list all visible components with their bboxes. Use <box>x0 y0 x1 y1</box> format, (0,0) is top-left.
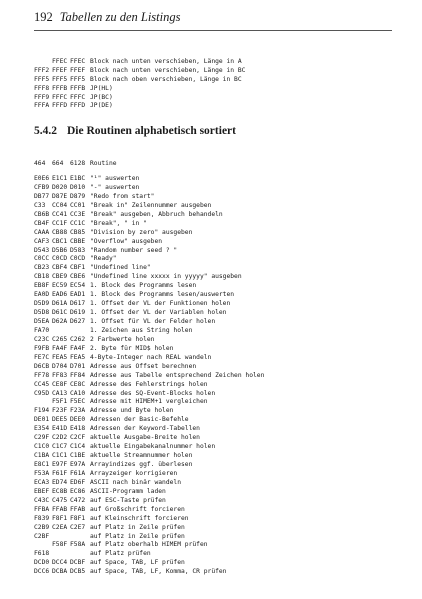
address-664: FF83 <box>52 371 68 379</box>
table-row <box>34 220 264 229</box>
col-464-header: 464 <box>34 160 46 167</box>
address-6128: D701 <box>70 362 86 370</box>
address-464: FFBA <box>34 505 50 513</box>
address-6128: D010 <box>70 183 86 191</box>
address-6128: FFFC <box>70 93 86 101</box>
address-464: FE7C <box>34 353 50 361</box>
table-row <box>34 318 264 327</box>
routine-description: "Overflow" ausgeben <box>90 237 163 245</box>
routine-description: JP(DE) <box>90 102 113 110</box>
table-row <box>34 381 264 390</box>
address-464: F194 <box>34 407 50 415</box>
table-row <box>34 309 264 318</box>
address-464: CAAA <box>34 228 50 236</box>
address-464: CFB9 <box>34 183 50 191</box>
table-row <box>34 175 264 184</box>
address-664: FA4F <box>52 344 68 352</box>
table-row <box>34 541 264 550</box>
table-row <box>34 434 264 443</box>
routine-description: "Undefined line xxxxx in yyyyy" ausgeben <box>90 273 242 281</box>
routine-description: 4-Byte-Integer nach REAL wandeln <box>90 353 212 361</box>
routine-description: "-" auswerten <box>90 183 140 191</box>
address-6128: FA4F <box>70 344 86 352</box>
table-row <box>34 559 264 568</box>
address-464: D5EA <box>34 318 50 325</box>
routine-description: 1. Offset für VL der Felder holen <box>90 318 216 325</box>
address-464: CB4F <box>34 219 50 227</box>
table-row <box>34 425 264 434</box>
table-row <box>34 345 264 354</box>
address-464: C2BF <box>34 532 50 540</box>
address-464: CB18 <box>34 273 50 281</box>
col-664-header: 664 <box>52 160 64 167</box>
top-table-row <box>34 102 245 111</box>
address-6128: D583 <box>70 246 86 254</box>
address-664: CBE9 <box>52 273 68 281</box>
address-6128: D879 <box>70 192 86 200</box>
address-464: D6CB <box>34 362 50 370</box>
table-row <box>34 398 264 407</box>
table-row <box>34 354 264 363</box>
routine-description: Block nach unten verschieben, Länge in BC <box>90 66 246 74</box>
address-6128: F23A <box>70 407 86 415</box>
top-table <box>34 58 245 111</box>
top-table-row <box>34 85 245 94</box>
top-table-row <box>34 58 245 67</box>
address-6128: C0CD <box>70 255 86 263</box>
address-464: F9FB <box>34 344 50 352</box>
address-464: E354 <box>34 425 50 433</box>
section-title: Die Routinen alphabetisch sortiert <box>67 125 236 137</box>
page-title: Tabellen zu den Listings <box>59 10 181 24</box>
routine-description: Adresse aus Tabelle entsprechend Zeichen holen <box>90 371 265 379</box>
address-664: D61A <box>52 300 68 308</box>
address-6128: CBF1 <box>70 264 86 272</box>
routine-description: "¹" auswerten <box>90 175 140 182</box>
address-464: D543 <box>34 246 50 254</box>
routine-description: "Undefined line" <box>90 264 151 272</box>
table-row <box>34 515 264 524</box>
address-464: C43C <box>34 496 50 504</box>
routine-description: Adresse und Byte holen <box>90 407 174 415</box>
address-464: FF78 <box>34 371 50 379</box>
address-664: FFEF <box>52 66 68 74</box>
address-6128: FFFB <box>70 84 86 92</box>
table-row <box>34 550 264 559</box>
table-row <box>34 443 264 452</box>
address-664: FFEC <box>52 58 68 65</box>
page-header <box>34 10 180 25</box>
address-464: C33 <box>34 201 46 209</box>
address-664: DCBA <box>52 568 68 576</box>
table-row <box>34 506 264 515</box>
address-6128: C472 <box>70 496 86 504</box>
routine-description: aktuelle Streamnummer holen <box>90 452 193 460</box>
address-6128: C2E7 <box>70 523 86 531</box>
address-464: DCD0 <box>34 559 50 567</box>
address-664: EAD6 <box>52 291 68 299</box>
routine-description: 1. Zeichen aus String holen <box>90 326 193 334</box>
table-row <box>34 247 264 256</box>
address-6128: DEE0 <box>70 416 86 424</box>
table-row <box>34 273 264 282</box>
address-464: C1BA <box>34 452 50 460</box>
address-664: CA13 <box>52 389 68 397</box>
table-row <box>34 390 264 399</box>
routine-description: auf Kleinschrift forcieren <box>90 514 189 522</box>
address-6128: CBBE <box>70 237 86 245</box>
col-6128-header: 6128 <box>70 160 86 167</box>
address-6128: C1C4 <box>70 443 86 451</box>
routine-description: Adresse mit HIMEM+1 vergleichen <box>90 398 208 406</box>
address-6128: E418 <box>70 425 86 433</box>
top-table-row <box>34 94 245 103</box>
address-664: E1C1 <box>52 175 68 182</box>
address-664: FEA5 <box>52 353 68 361</box>
address-664: C475 <box>52 496 68 504</box>
column-header-row <box>34 159 117 168</box>
routine-description: Arrayindizes ggf. überlesen <box>90 461 193 468</box>
address-664: E97F <box>52 461 68 468</box>
routine-description: Block nach oben verschieben, Länge in BC <box>90 75 242 83</box>
address-464: CB23 <box>34 264 50 272</box>
address-6128: FEA5 <box>70 353 86 361</box>
address-6128: CE8C <box>70 380 86 388</box>
routine-description: auf Platz in Zeile prüfen <box>90 532 185 540</box>
routine-description: "Break in" Zeilennummer ausgeben <box>90 201 212 209</box>
routine-description: 1. Offset der VL der Funktionen holen <box>90 300 231 308</box>
routine-description: auf Space, TAB, LF, Komma, CR prüfen <box>90 568 227 576</box>
address-664: FFFB <box>52 84 68 92</box>
address-664: FFFC <box>52 93 68 101</box>
address-6128: FF84 <box>70 371 86 379</box>
address-6128: FFAB <box>70 505 86 513</box>
routine-description: "Ready" <box>90 255 117 263</box>
address-6128: CC1C <box>70 219 86 227</box>
address-464: E8C1 <box>34 461 50 468</box>
routine-description: Adresse des Fehlerstrings holen <box>90 380 208 388</box>
address-6128: E1BC <box>70 175 86 182</box>
table-row <box>34 416 264 425</box>
address-6128: D617 <box>70 300 86 308</box>
address-464: EB8F <box>34 282 50 290</box>
address-6128: FFEF <box>70 66 86 74</box>
address-6128: EAD1 <box>70 291 86 299</box>
table-row <box>34 193 264 202</box>
routine-description: auf Space, TAB, LF prüfen <box>90 559 185 567</box>
address-664: C2EA <box>52 523 68 531</box>
address-464: C95D <box>34 389 50 397</box>
address-664: CC04 <box>52 201 68 209</box>
routine-description: Adressen der Keyword-Tabellen <box>90 425 200 433</box>
routine-description: Arrayzeiger korrigieren <box>90 469 178 477</box>
address-6128: D627 <box>70 318 86 325</box>
address-664: F8F1 <box>52 514 68 522</box>
table-row <box>34 479 264 488</box>
routine-description: ASCII nach binär wandeln <box>90 478 181 486</box>
table-row <box>34 488 264 497</box>
header-rule <box>34 30 392 31</box>
table-row <box>34 282 264 291</box>
address-6128: CB85 <box>70 228 86 236</box>
address-464: F53A <box>34 469 50 477</box>
routine-description: auf Platz in Zeile prüfen <box>90 523 185 531</box>
address-6128: DCB5 <box>70 568 86 576</box>
address-664: D020 <box>52 183 68 191</box>
address-464: FFFA <box>34 102 50 110</box>
address-664: CBF4 <box>52 264 68 272</box>
address-464: F618 <box>34 550 50 558</box>
routine-description: "Redo from start" <box>90 192 155 200</box>
address-464: DCC6 <box>34 568 50 576</box>
address-6128: C2CF <box>70 434 86 442</box>
table-row <box>34 229 264 238</box>
address-664: C1C1 <box>52 452 68 460</box>
address-664: CB88 <box>52 228 68 236</box>
section-number: 5.4.2 <box>34 125 57 137</box>
address-464: FFF5 <box>34 75 50 83</box>
routine-description: ASCII-Programm laden <box>90 487 166 495</box>
address-6128: EC54 <box>70 282 86 290</box>
address-664: D87E <box>52 192 68 200</box>
table-row <box>34 184 264 193</box>
address-6128: CA10 <box>70 389 86 397</box>
address-664: DEE5 <box>52 416 68 424</box>
table-row <box>34 407 264 416</box>
address-464: FFF9 <box>34 93 50 101</box>
routine-description: Adresse aus Offset berechnen <box>90 362 197 370</box>
address-464: FFF2 <box>34 66 50 74</box>
table-row <box>34 461 264 470</box>
address-6128: ED6F <box>70 478 86 486</box>
routine-description: 2 Farbwerte holen <box>90 335 155 343</box>
address-6128: D619 <box>70 309 86 317</box>
routine-description: Adressen der Basic-Befehle <box>90 416 189 424</box>
address-664: DCC4 <box>52 559 68 567</box>
routine-description: "Break", " in " <box>90 219 147 227</box>
address-464: DB77 <box>34 192 50 200</box>
address-464: C23C <box>34 335 50 343</box>
address-6128: CC3E <box>70 210 86 218</box>
address-664: D62A <box>52 318 68 325</box>
address-464: EBEF <box>34 487 50 495</box>
routine-description: JP(BC) <box>90 93 113 101</box>
address-464: DE01 <box>34 416 50 424</box>
address-6128: F58A <box>70 541 86 549</box>
address-464: C2B9 <box>34 523 50 531</box>
address-664: CC41 <box>52 210 68 218</box>
address-464: C29F <box>34 434 50 442</box>
table-row <box>34 264 264 273</box>
address-6128: E97A <box>70 461 86 468</box>
address-464: E0E6 <box>34 175 50 182</box>
routine-list <box>34 175 264 577</box>
address-6128: FFF5 <box>70 75 86 83</box>
address-664: D61C <box>52 309 68 317</box>
table-row <box>34 452 264 461</box>
routine-description: "Random number seed ? " <box>90 246 178 254</box>
address-464: CC45 <box>34 380 50 388</box>
address-464: CAF3 <box>34 237 50 245</box>
routine-description: 1. Block des Programms lesen <box>90 282 197 290</box>
address-664: FFF5 <box>52 75 68 83</box>
address-664: CC1F <box>52 219 68 227</box>
table-row <box>34 336 264 345</box>
routine-description: JP(HL) <box>90 84 113 92</box>
address-6128: CBE6 <box>70 273 86 281</box>
routine-description: auf ESC-Taste prüfen <box>90 496 166 504</box>
table-row <box>34 470 264 479</box>
table-row <box>34 568 264 577</box>
address-664: F23F <box>52 407 68 415</box>
address-464: C1C0 <box>34 443 50 451</box>
address-664: F5F1 <box>52 398 68 406</box>
address-664: E41D <box>52 425 68 433</box>
routine-description: "Division by zero" ausgeben <box>90 228 193 236</box>
address-664: CBC1 <box>52 237 68 245</box>
address-664: D704 <box>52 362 68 370</box>
table-row <box>34 211 264 220</box>
address-464: EA0D <box>34 291 50 299</box>
address-6128: DCBF <box>70 559 86 567</box>
address-664: ED74 <box>52 478 68 486</box>
routine-description: Block nach unten verschieben, Länge in A <box>90 58 242 65</box>
routine-description: auf Großschrift forcieren <box>90 505 185 513</box>
routine-description: auf Platz oberhalb HIMEM prüfen <box>90 541 208 549</box>
routine-description: 1. Block des Programms lesen/auswerten <box>90 291 235 299</box>
address-664: FFFD <box>52 102 68 110</box>
routine-description: auf Platz prüfen <box>90 550 151 558</box>
address-464: CB6B <box>34 210 50 218</box>
address-664: CE8F <box>52 380 68 388</box>
address-664: C265 <box>52 335 68 343</box>
top-table-row <box>34 76 245 85</box>
address-6128: FFFD <box>70 102 86 110</box>
routine-description: aktuelle Eingabekanalnummer holen <box>90 443 216 451</box>
table-row <box>34 327 264 336</box>
address-664: D5B6 <box>52 246 68 254</box>
address-664: F61F <box>52 469 68 477</box>
address-464: C0CC <box>34 255 50 263</box>
address-464: D5D9 <box>34 300 50 308</box>
address-6128: C1BE <box>70 452 86 460</box>
address-664: EC59 <box>52 282 68 290</box>
col-routine-header: Routine <box>90 160 117 167</box>
table-row <box>34 291 264 300</box>
table-row <box>34 533 264 542</box>
address-464: FA70 <box>34 326 50 334</box>
address-664: C1C7 <box>52 443 68 451</box>
table-row <box>34 363 264 372</box>
routine-description: aktuelle Ausgabe-Breite holen <box>90 434 200 442</box>
address-6128: CC01 <box>70 201 86 209</box>
routine-description: "Break" ausgeben, Abbruch behandeln <box>90 210 223 218</box>
address-6128: EC86 <box>70 487 86 495</box>
address-6128: FFEC <box>70 58 86 65</box>
routine-description: Adresse des SQ-Event-Blocks holen <box>90 389 216 397</box>
address-664: FFAB <box>52 505 68 513</box>
table-row <box>34 255 264 264</box>
address-664: EC8B <box>52 487 68 495</box>
table-row <box>34 202 264 211</box>
table-row <box>34 497 264 506</box>
table-row <box>34 372 264 381</box>
address-464: ECA3 <box>34 478 50 486</box>
address-464: FFF8 <box>34 84 50 92</box>
column-header <box>34 159 117 168</box>
address-6128: F5EC <box>70 398 86 406</box>
table-row <box>34 524 264 533</box>
top-table-row <box>34 67 245 76</box>
page-number: 192 <box>34 10 53 24</box>
address-6128: F8F1 <box>70 514 86 522</box>
address-664: C2D2 <box>52 434 68 442</box>
table-row <box>34 300 264 309</box>
routine-description: 2. Byte für MID$ holen <box>90 344 174 352</box>
address-6128: C262 <box>70 335 86 343</box>
section-heading <box>34 125 236 137</box>
address-464: D5D8 <box>34 309 50 317</box>
address-6128: F61A <box>70 469 86 477</box>
routine-description: 1. Offset der VL der Variablen holen <box>90 309 227 317</box>
address-664: C0CD <box>52 255 68 263</box>
table-row <box>34 238 264 247</box>
address-464: F839 <box>34 514 50 522</box>
address-664: F58F <box>52 541 68 549</box>
